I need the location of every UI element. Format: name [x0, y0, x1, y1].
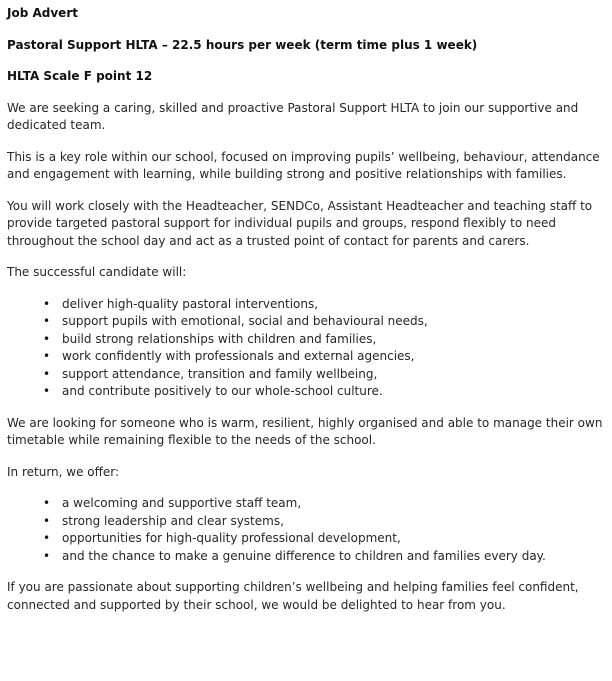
job-role-line: Pastoral Support HLTA – 22.5 hours per week (term time plus 1 week): [7, 37, 478, 52]
bullet-item: • a welcoming and supportive staff team,: [7, 495, 606, 513]
bullet-item: • opportunities for high-quality professional development,: [7, 530, 606, 548]
bullet-item: • support pupils with emotional, social and behavioural needs,: [7, 313, 606, 331]
bullet-item: • deliver high-quality pastoral interventions,: [7, 296, 606, 314]
paragraph-work-closely: You will work closely with the Headteacher, SENDCo, Assistant Headteacher and teaching staff to provide targeted pastoral support for individual pupils and groups, respond flexibly to need throughout the school day and act as a trusted point of contact for parents and carers.: [7, 198, 593, 248]
paragraph-intro: We are seeking a caring, skilled and proactive Pastoral Support HLTA to join our supportive and dedicated team.: [7, 100, 579, 132]
bullet-item: • support attendance, transition and family wellbeing,: [7, 366, 606, 384]
paragraph-key-role: This is a key role within our school, focused on improving pupils’ wellbeing, behaviour, attendance and engagement with learning, while building strong and positive relationships with families.: [7, 149, 600, 181]
bullet-item: • work confidently with professionals and external agencies,: [7, 348, 606, 366]
offer-bullet-list: [7, 495, 606, 565]
bullet-item: • and the chance to make a genuine difference to children and families every day.: [7, 548, 606, 566]
bullet-item: • build strong relationships with children and families,: [7, 331, 606, 349]
pay-scale-line: HLTA Scale F point 12: [7, 69, 153, 83]
document-title: Job Advert: [7, 6, 78, 20]
bullet-item: • and contribute positively to our whole-school culture.: [7, 383, 606, 401]
paragraph-looking-for: We are looking for someone who is warm, resilient, highly organised and able to manage their own timetable while remaining flexible to the needs of the school.: [7, 415, 603, 447]
paragraph-closing: If you are passionate about supporting children’s wellbeing and helping families feel confident, connected and supported by their school, we would be delighted to hear from you.: [7, 580, 579, 612]
offer-list-intro: In return, we offer:: [7, 464, 120, 479]
bullet-item: • strong leadership and clear systems,: [7, 513, 606, 531]
candidate-list-intro: The successful candidate will:: [7, 265, 187, 279]
candidate-bullet-list: [7, 296, 606, 401]
